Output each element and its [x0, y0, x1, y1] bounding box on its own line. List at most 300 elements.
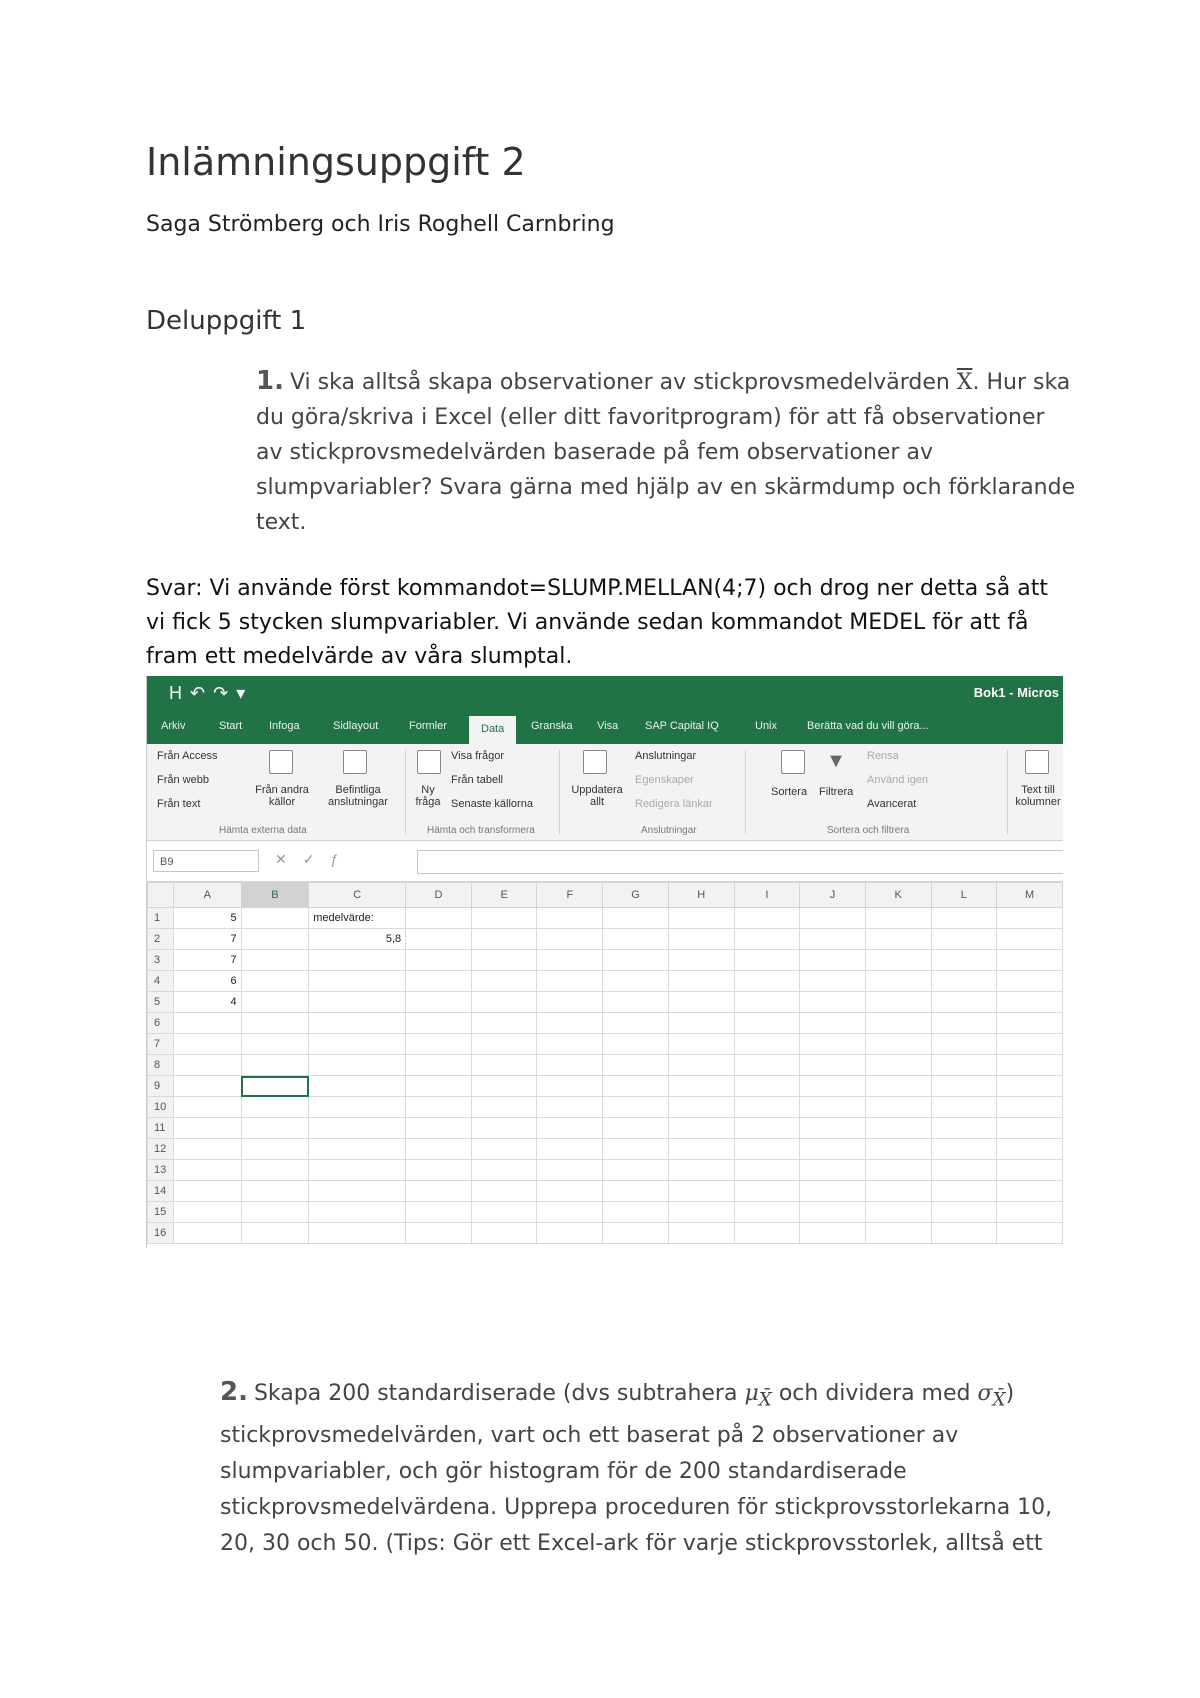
- cell-b12[interactable]: [241, 1139, 309, 1160]
- connections-button[interactable]: Anslutningar: [635, 750, 697, 762]
- cell-e10[interactable]: [471, 1097, 537, 1118]
- cell-c5[interactable]: [309, 992, 406, 1013]
- cell-h4[interactable]: [668, 971, 734, 992]
- cell-g3[interactable]: [603, 950, 669, 971]
- cell-m3[interactable]: [997, 950, 1063, 971]
- cell-b6[interactable]: [241, 1013, 309, 1034]
- cell-l14[interactable]: [931, 1181, 997, 1202]
- save-icon: H: [169, 683, 190, 703]
- cell-a9[interactable]: [173, 1076, 241, 1097]
- cell-m12[interactable]: [997, 1139, 1063, 1160]
- cell-a11[interactable]: [173, 1118, 241, 1139]
- cell-b14[interactable]: [241, 1181, 309, 1202]
- cell-l12[interactable]: [931, 1139, 997, 1160]
- cell-d6[interactable]: [406, 1013, 472, 1034]
- column-header-h[interactable]: H: [668, 883, 734, 908]
- cell-h11[interactable]: [668, 1118, 734, 1139]
- cell-l3[interactable]: [931, 950, 997, 971]
- cell-i13[interactable]: [734, 1160, 800, 1181]
- table-row: [148, 908, 1063, 929]
- cell-c12[interactable]: [309, 1139, 406, 1160]
- cell-l16[interactable]: [931, 1223, 997, 1244]
- row-header[interactable]: 3: [148, 950, 174, 971]
- cell-e2[interactable]: [471, 929, 537, 950]
- cell-j8[interactable]: [800, 1055, 866, 1076]
- cell-h2[interactable]: [668, 929, 734, 950]
- cell-k14[interactable]: [865, 1181, 931, 1202]
- row-header[interactable]: 8: [148, 1055, 174, 1076]
- cell-m7[interactable]: [997, 1034, 1063, 1055]
- cell-j10[interactable]: [800, 1097, 866, 1118]
- cell-f3[interactable]: [537, 950, 603, 971]
- column-header-j[interactable]: J: [800, 883, 866, 908]
- cell-f14[interactable]: [537, 1181, 603, 1202]
- cell-i7[interactable]: [734, 1034, 800, 1055]
- cell-i2[interactable]: [734, 929, 800, 950]
- edit-links-button[interactable]: Redigera länkar: [635, 798, 713, 810]
- cell-f13[interactable]: [537, 1160, 603, 1181]
- tab-start[interactable]: Start: [219, 720, 243, 732]
- cell-l4[interactable]: [931, 971, 997, 992]
- cancel-icon[interactable]: ✕: [275, 851, 303, 867]
- cell-d8[interactable]: [406, 1055, 472, 1076]
- cell-m6[interactable]: [997, 1013, 1063, 1034]
- cell-a10[interactable]: [173, 1097, 241, 1118]
- row-header[interactable]: 12: [148, 1139, 174, 1160]
- cell-h12[interactable]: [668, 1139, 734, 1160]
- cell-j5[interactable]: [800, 992, 866, 1013]
- cell-a2[interactable]: 7: [173, 929, 241, 950]
- row-header[interactable]: 1: [148, 908, 174, 929]
- cell-e1[interactable]: [471, 908, 537, 929]
- existing-connections-button[interactable]: Befintliga anslutningar: [328, 784, 388, 808]
- column-header-k[interactable]: K: [865, 883, 931, 908]
- filter-button[interactable]: Filtrera: [819, 786, 854, 798]
- cell-k16[interactable]: [865, 1223, 931, 1244]
- cell-j12[interactable]: [800, 1139, 866, 1160]
- cell-l6[interactable]: [931, 1013, 997, 1034]
- cell-a8[interactable]: [173, 1055, 241, 1076]
- cell-d9[interactable]: [406, 1076, 472, 1097]
- from-access-button[interactable]: Från Access: [157, 750, 218, 762]
- text-to-columns-button[interactable]: Text till kolumner: [1015, 784, 1061, 808]
- cell-f7[interactable]: [537, 1034, 603, 1055]
- cell-f6[interactable]: [537, 1013, 603, 1034]
- cell-i4[interactable]: [734, 971, 800, 992]
- row-header[interactable]: 9: [148, 1076, 174, 1097]
- column-header-m[interactable]: M: [997, 883, 1063, 908]
- cell-g8[interactable]: [603, 1055, 669, 1076]
- cell-k9[interactable]: [865, 1076, 931, 1097]
- cell-m5[interactable]: [997, 992, 1063, 1013]
- cell-c15[interactable]: [309, 1202, 406, 1223]
- cell-i15[interactable]: [734, 1202, 800, 1223]
- cell-f4[interactable]: [537, 971, 603, 992]
- mu-subscript: X̄: [758, 1389, 772, 1411]
- cell-h7[interactable]: [668, 1034, 734, 1055]
- cell-d14[interactable]: [406, 1181, 472, 1202]
- column-header-i[interactable]: I: [734, 883, 800, 908]
- cell-i9[interactable]: [734, 1076, 800, 1097]
- row-header[interactable]: 15: [148, 1202, 174, 1223]
- column-header-e[interactable]: E: [471, 883, 537, 908]
- cell-f15[interactable]: [537, 1202, 603, 1223]
- cell-g9[interactable]: [603, 1076, 669, 1097]
- cell-i6[interactable]: [734, 1013, 800, 1034]
- cell-f2[interactable]: [537, 929, 603, 950]
- cell-d2[interactable]: [406, 929, 472, 950]
- cell-g6[interactable]: [603, 1013, 669, 1034]
- cell-k6[interactable]: [865, 1013, 931, 1034]
- cell-h5[interactable]: [668, 992, 734, 1013]
- cell-a1[interactable]: 5: [173, 908, 241, 929]
- cell-i11[interactable]: [734, 1118, 800, 1139]
- worksheet-table: [147, 882, 1063, 1244]
- row-header[interactable]: 10: [148, 1097, 174, 1118]
- cell-k4[interactable]: [865, 971, 931, 992]
- row-header[interactable]: 5: [148, 992, 174, 1013]
- cell-i5[interactable]: [734, 992, 800, 1013]
- cell-j9[interactable]: [800, 1076, 866, 1097]
- row-header[interactable]: 11: [148, 1118, 174, 1139]
- cell-e16[interactable]: [471, 1223, 537, 1244]
- cell-g11[interactable]: [603, 1118, 669, 1139]
- cell-c7[interactable]: [309, 1034, 406, 1055]
- cell-b1[interactable]: [241, 908, 309, 929]
- cell-g14[interactable]: [603, 1181, 669, 1202]
- cell-m9[interactable]: [997, 1076, 1063, 1097]
- cell-l1[interactable]: [931, 908, 997, 929]
- question-1: [256, 364, 1076, 540]
- reapply-button[interactable]: Använd igen: [867, 774, 929, 786]
- cell-m11[interactable]: [997, 1118, 1063, 1139]
- cell-k10[interactable]: [865, 1097, 931, 1118]
- cell-h1[interactable]: [668, 908, 734, 929]
- cell-k2[interactable]: [865, 929, 931, 950]
- cell-i16[interactable]: [734, 1223, 800, 1244]
- cell-f9[interactable]: [537, 1076, 603, 1097]
- cell-g4[interactable]: [603, 971, 669, 992]
- cell-e11[interactable]: [471, 1118, 537, 1139]
- tab-tell-me[interactable]: Berätta vad du vill göra...: [807, 720, 929, 732]
- cell-g16[interactable]: [603, 1223, 669, 1244]
- cell-b16[interactable]: [241, 1223, 309, 1244]
- cell-e7[interactable]: [471, 1034, 537, 1055]
- recent-sources-button[interactable]: Senaste källorna: [451, 798, 533, 810]
- cell-k15[interactable]: [865, 1202, 931, 1223]
- cell-a3[interactable]: 7: [173, 950, 241, 971]
- cell-f16[interactable]: [537, 1223, 603, 1244]
- tab-visa[interactable]: Visa: [597, 720, 619, 732]
- column-header-f[interactable]: F: [537, 883, 603, 908]
- table-row: [148, 929, 1063, 950]
- cell-e12[interactable]: [471, 1139, 537, 1160]
- cell-a16[interactable]: [173, 1223, 241, 1244]
- cell-c11[interactable]: [309, 1118, 406, 1139]
- other-sources-button[interactable]: Från andra källor: [255, 784, 309, 808]
- cell-m10[interactable]: [997, 1097, 1063, 1118]
- cell-c2[interactable]: 5,8: [309, 929, 406, 950]
- cell-a13[interactable]: [173, 1160, 241, 1181]
- cell-g7[interactable]: [603, 1034, 669, 1055]
- row-header[interactable]: 7: [148, 1034, 174, 1055]
- cell-l13[interactable]: [931, 1160, 997, 1181]
- select-all-corner[interactable]: [148, 883, 174, 908]
- tab-sap-capital-iq[interactable]: SAP Capital IQ: [645, 720, 719, 732]
- cell-j2[interactable]: [800, 929, 866, 950]
- cell-m4[interactable]: [997, 971, 1063, 992]
- cell-e9[interactable]: [471, 1076, 537, 1097]
- cell-i12[interactable]: [734, 1139, 800, 1160]
- formula-input[interactable]: [417, 850, 1063, 874]
- cell-a6[interactable]: [173, 1013, 241, 1034]
- cell-a12[interactable]: [173, 1139, 241, 1160]
- cell-j13[interactable]: [800, 1160, 866, 1181]
- enter-icon[interactable]: ✓: [302, 851, 331, 867]
- new-query-button[interactable]: Ny fråga: [415, 784, 441, 808]
- excel-titlebar: [147, 676, 1063, 712]
- cell-h8[interactable]: [668, 1055, 734, 1076]
- table-row: [148, 1202, 1063, 1223]
- cell-l15[interactable]: [931, 1202, 997, 1223]
- row-header[interactable]: 14: [148, 1181, 174, 1202]
- cell-f8[interactable]: [537, 1055, 603, 1076]
- cell-d15[interactable]: [406, 1202, 472, 1223]
- question-1-number: 1.: [256, 366, 284, 396]
- cell-c4[interactable]: [309, 971, 406, 992]
- cell-c6[interactable]: [309, 1013, 406, 1034]
- cell-i8[interactable]: [734, 1055, 800, 1076]
- cell-c1[interactable]: medelvärde:: [309, 908, 406, 929]
- cell-h16[interactable]: [668, 1223, 734, 1244]
- cell-g1[interactable]: [603, 908, 669, 929]
- cell-k7[interactable]: [865, 1034, 931, 1055]
- ribbon-separator: [559, 750, 560, 834]
- cell-l5[interactable]: [931, 992, 997, 1013]
- column-header-c[interactable]: C: [309, 883, 406, 908]
- cell-k12[interactable]: [865, 1139, 931, 1160]
- cell-a14[interactable]: [173, 1181, 241, 1202]
- cell-l2[interactable]: [931, 929, 997, 950]
- column-header-a[interactable]: A: [173, 883, 241, 908]
- cell-e5[interactable]: [471, 992, 537, 1013]
- cell-b3[interactable]: [241, 950, 309, 971]
- cell-e6[interactable]: [471, 1013, 537, 1034]
- cell-h6[interactable]: [668, 1013, 734, 1034]
- cell-m15[interactable]: [997, 1202, 1063, 1223]
- cell-c10[interactable]: [309, 1097, 406, 1118]
- column-header-d[interactable]: D: [406, 883, 472, 908]
- cell-i10[interactable]: [734, 1097, 800, 1118]
- table-row: [148, 1139, 1063, 1160]
- row-header[interactable]: 6: [148, 1013, 174, 1034]
- cell-j11[interactable]: [800, 1118, 866, 1139]
- ribbon-separator: [745, 750, 746, 834]
- cell-e3[interactable]: [471, 950, 537, 971]
- fx-icon[interactable]: ƒ: [330, 851, 355, 867]
- cell-e15[interactable]: [471, 1202, 537, 1223]
- row-header[interactable]: 13: [148, 1160, 174, 1181]
- refresh-icon: [583, 750, 607, 774]
- cell-k11[interactable]: [865, 1118, 931, 1139]
- cell-k3[interactable]: [865, 950, 931, 971]
- sort-button[interactable]: Sortera: [771, 786, 808, 798]
- advanced-filter-button[interactable]: Avancerat: [867, 798, 917, 810]
- cell-j15[interactable]: [800, 1202, 866, 1223]
- cell-d10[interactable]: [406, 1097, 472, 1118]
- cell-g2[interactable]: [603, 929, 669, 950]
- table-row: [148, 950, 1063, 971]
- cell-g10[interactable]: [603, 1097, 669, 1118]
- cell-m14[interactable]: [997, 1181, 1063, 1202]
- tab-data[interactable]: Data: [469, 716, 516, 744]
- tab-unix[interactable]: Unix: [755, 720, 778, 732]
- cell-d12[interactable]: [406, 1139, 472, 1160]
- sort-icon: [781, 750, 805, 774]
- cell-l11[interactable]: [931, 1118, 997, 1139]
- table-row: [148, 1034, 1063, 1055]
- cell-d1[interactable]: [406, 908, 472, 929]
- cell-c16[interactable]: [309, 1223, 406, 1244]
- cell-d11[interactable]: [406, 1118, 472, 1139]
- cell-b7[interactable]: [241, 1034, 309, 1055]
- cell-e13[interactable]: [471, 1160, 537, 1181]
- cell-g13[interactable]: [603, 1160, 669, 1181]
- cell-m8[interactable]: [997, 1055, 1063, 1076]
- cell-f12[interactable]: [537, 1139, 603, 1160]
- cell-c14[interactable]: [309, 1181, 406, 1202]
- from-table-button[interactable]: Från tabell: [451, 774, 503, 786]
- cell-d5[interactable]: [406, 992, 472, 1013]
- cell-f11[interactable]: [537, 1118, 603, 1139]
- cell-j14[interactable]: [800, 1181, 866, 1202]
- cell-c13[interactable]: [309, 1160, 406, 1181]
- question-1-text-before: Vi ska alltså skapa observationer av stickprovsmedelvärden: [289, 370, 957, 395]
- cell-l7[interactable]: [931, 1034, 997, 1055]
- answer-text: Svar: Vi använde först kommandot=SLUMP.MELLAN(4;7) och drog ner detta så att vi fick 5 stycken slumpvariabler. Vi använde sedan kommandot MEDEL för att få fram ett medelvärde av våra slumptal.: [146, 576, 1048, 669]
- cell-d7[interactable]: [406, 1034, 472, 1055]
- cell-e4[interactable]: [471, 971, 537, 992]
- cell-d3[interactable]: [406, 950, 472, 971]
- cell-b10[interactable]: [241, 1097, 309, 1118]
- cell-k1[interactable]: [865, 908, 931, 929]
- cell-a4[interactable]: 6: [173, 971, 241, 992]
- cell-m13[interactable]: [997, 1160, 1063, 1181]
- cell-l8[interactable]: [931, 1055, 997, 1076]
- cell-f10[interactable]: [537, 1097, 603, 1118]
- sigma-symbol: σ: [977, 1381, 993, 1406]
- cell-b11[interactable]: [241, 1118, 309, 1139]
- show-queries-button[interactable]: Visa frågor: [451, 750, 504, 762]
- cell-f1[interactable]: [537, 908, 603, 929]
- cell-a5[interactable]: 4: [173, 992, 241, 1013]
- cell-f5[interactable]: [537, 992, 603, 1013]
- cell-k8[interactable]: [865, 1055, 931, 1076]
- cell-l10[interactable]: [931, 1097, 997, 1118]
- column-header-b[interactable]: B: [241, 883, 309, 908]
- cell-j3[interactable]: [800, 950, 866, 971]
- cell-k5[interactable]: [865, 992, 931, 1013]
- tab-arkiv[interactable]: Arkiv: [161, 720, 186, 732]
- cell-h13[interactable]: [668, 1160, 734, 1181]
- cell-j7[interactable]: [800, 1034, 866, 1055]
- cell-g15[interactable]: [603, 1202, 669, 1223]
- table-row: [148, 1013, 1063, 1034]
- cell-c3[interactable]: [309, 950, 406, 971]
- name-box[interactable]: B9: [153, 850, 259, 872]
- cell-b13[interactable]: [241, 1160, 309, 1181]
- cell-b2[interactable]: [241, 929, 309, 950]
- cell-j16[interactable]: [800, 1223, 866, 1244]
- properties-button[interactable]: Egenskaper: [635, 774, 694, 786]
- from-text-button[interactable]: Från text: [157, 798, 201, 810]
- refresh-all-button[interactable]: Uppdatera allt: [571, 784, 623, 808]
- from-web-button[interactable]: Från webb: [157, 774, 209, 786]
- cell-d16[interactable]: [406, 1223, 472, 1244]
- cell-h3[interactable]: [668, 950, 734, 971]
- cell-d4[interactable]: [406, 971, 472, 992]
- row-header[interactable]: 2: [148, 929, 174, 950]
- cell-e14[interactable]: [471, 1181, 537, 1202]
- new-query-icon: [417, 750, 441, 774]
- cell-j4[interactable]: [800, 971, 866, 992]
- tab-infoga[interactable]: Infoga: [269, 720, 300, 732]
- cell-h15[interactable]: [668, 1202, 734, 1223]
- cell-h9[interactable]: [668, 1076, 734, 1097]
- tab-sidlayout[interactable]: Sidlayout: [333, 720, 379, 732]
- row-header[interactable]: 16: [148, 1223, 174, 1244]
- cell-b8[interactable]: [241, 1055, 309, 1076]
- cell-i14[interactable]: [734, 1181, 800, 1202]
- cell-h14[interactable]: [668, 1181, 734, 1202]
- excel-screenshot: [146, 676, 1063, 1248]
- cell-b15[interactable]: [241, 1202, 309, 1223]
- table-row: [148, 1118, 1063, 1139]
- cell-j1[interactable]: [800, 908, 866, 929]
- cell-i3[interactable]: [734, 950, 800, 971]
- cell-m1[interactable]: [997, 908, 1063, 929]
- cell-m16[interactable]: [997, 1223, 1063, 1244]
- column-header-g[interactable]: G: [603, 883, 669, 908]
- cell-d13[interactable]: [406, 1160, 472, 1181]
- cell-c9[interactable]: [309, 1076, 406, 1097]
- column-header-l[interactable]: L: [931, 883, 997, 908]
- cell-k13[interactable]: [865, 1160, 931, 1181]
- cell-e8[interactable]: [471, 1055, 537, 1076]
- table-row: [148, 992, 1063, 1013]
- cell-i1[interactable]: [734, 908, 800, 929]
- clear-filter-button[interactable]: Rensa: [867, 750, 899, 762]
- tab-formler[interactable]: Formler: [409, 720, 447, 732]
- cell-g12[interactable]: [603, 1139, 669, 1160]
- cell-b5[interactable]: [241, 992, 309, 1013]
- cell-a15[interactable]: [173, 1202, 241, 1223]
- cell-h10[interactable]: [668, 1097, 734, 1118]
- row-header[interactable]: 4: [148, 971, 174, 992]
- quick-access-toolbar: [169, 683, 253, 704]
- cell-b4[interactable]: [241, 971, 309, 992]
- cell-g5[interactable]: [603, 992, 669, 1013]
- cell-l9[interactable]: [931, 1076, 997, 1097]
- tab-granska[interactable]: Granska: [531, 720, 573, 732]
- group-label-external: Hämta externa data: [219, 825, 307, 836]
- cell-j6[interactable]: [800, 1013, 866, 1034]
- cell-b9[interactable]: [241, 1076, 309, 1097]
- existing-connections-icon: [343, 750, 367, 774]
- cell-m2[interactable]: [997, 929, 1063, 950]
- cell-c8[interactable]: [309, 1055, 406, 1076]
- cell-a7[interactable]: [173, 1034, 241, 1055]
